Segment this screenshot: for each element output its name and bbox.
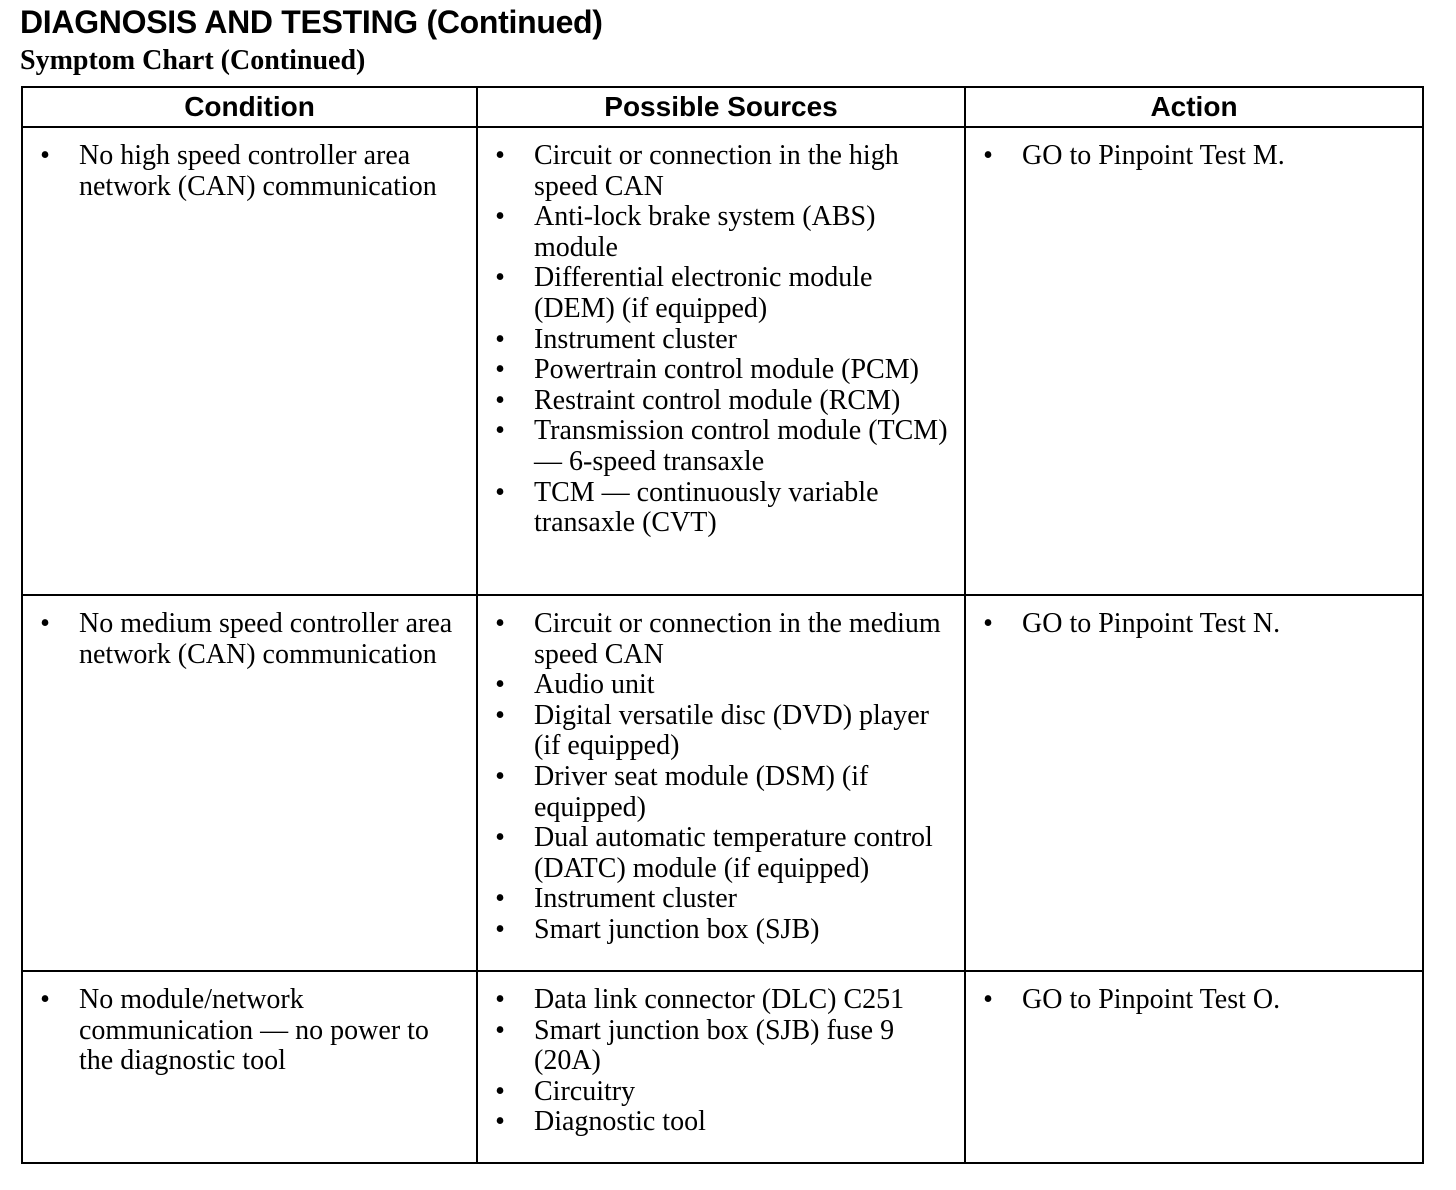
page-title: DIAGNOSIS AND TESTING (Continued) <box>20 4 603 40</box>
list-item <box>478 1107 952 1138</box>
condition-text: No module/network communication — no power to the diagnostic tool <box>79 984 429 1077</box>
condition-list <box>23 596 476 670</box>
list-item <box>478 325 952 356</box>
condition-cell <box>22 127 477 595</box>
condition-cell <box>22 595 477 971</box>
list-item <box>478 884 952 915</box>
bullet-icon: • <box>983 140 993 171</box>
table-row <box>22 595 1423 971</box>
bullet-icon: • <box>495 760 505 792</box>
source-text: Audio unit <box>534 669 655 701</box>
action-text: GO to Pinpoint Test O. <box>1022 984 1281 1015</box>
source-text: Digital versatile disc (DVD) player (if equipped) <box>534 699 929 762</box>
list-item <box>966 985 1410 1016</box>
list-item <box>23 609 464 670</box>
list-item <box>478 670 952 701</box>
list-item <box>966 141 1410 172</box>
source-text: Dual automatic temperature control (DATC) module (if equipped) <box>534 822 933 884</box>
list-item <box>478 386 952 417</box>
list-item <box>478 202 952 263</box>
bullet-icon: • <box>495 323 505 355</box>
bullet-icon: • <box>495 354 505 386</box>
table-row <box>22 127 1423 595</box>
bullet-icon: • <box>495 913 505 945</box>
condition-text: No medium speed controller area network (CAN) communication <box>79 608 453 670</box>
list-item <box>478 609 952 670</box>
source-text: Diagnostic tool <box>534 1106 706 1138</box>
table-row <box>22 971 1423 1163</box>
list-item <box>478 823 952 884</box>
column-header-possible-sources: Possible Sources <box>477 87 965 127</box>
source-text: Differential electronic module (DEM) (if equipped) <box>534 262 873 324</box>
source-text: Circuitry <box>534 1075 636 1107</box>
action-list <box>966 972 1422 1016</box>
bullet-icon: • <box>40 984 50 1015</box>
column-header-action: Action <box>965 87 1423 127</box>
bullet-icon: • <box>40 608 50 639</box>
list-item <box>478 141 952 202</box>
bullet-icon: • <box>495 822 505 854</box>
list-item <box>23 141 464 202</box>
bullet-icon: • <box>495 384 505 416</box>
bullet-icon: • <box>495 883 505 915</box>
bullet-icon: • <box>495 262 505 294</box>
action-list <box>966 596 1422 640</box>
list-item <box>478 762 952 823</box>
source-text: TCM — continuously variable transaxle (CVT) <box>534 476 879 539</box>
list-item <box>478 701 952 762</box>
bullet-icon: • <box>495 140 505 171</box>
list-item <box>23 985 464 1077</box>
possible-sources-cell <box>477 127 965 595</box>
bullet-icon: • <box>495 699 505 731</box>
action-cell <box>965 595 1423 971</box>
action-text: GO to Pinpoint Test M. <box>1022 140 1285 171</box>
sources-list <box>478 596 964 946</box>
possible-sources-cell <box>477 595 965 971</box>
condition-list <box>23 128 476 202</box>
bullet-icon: • <box>495 1014 505 1046</box>
list-item <box>478 355 952 386</box>
condition-cell <box>22 971 477 1163</box>
action-list <box>966 128 1422 172</box>
condition-list <box>23 972 476 1077</box>
bullet-icon: • <box>40 140 50 171</box>
source-text: Circuit or connection in the high speed CAN <box>534 140 899 202</box>
bullet-icon: • <box>495 608 505 639</box>
bullet-icon: • <box>495 476 505 508</box>
bullet-icon: • <box>495 984 505 1015</box>
bullet-icon: • <box>495 1075 505 1107</box>
list-item <box>478 1077 952 1108</box>
source-text: Circuit or connection in the medium speed CAN <box>534 608 941 670</box>
column-header-condition: Condition <box>22 87 477 127</box>
condition-text: No high speed controller area network (CAN) communication <box>79 140 437 202</box>
action-cell <box>965 127 1423 595</box>
source-text: Driver seat module (DSM) (if equipped) <box>534 760 869 823</box>
source-text: Smart junction box (SJB) <box>534 913 820 945</box>
source-text: Instrument cluster <box>534 883 737 915</box>
symptom-chart-table <box>21 86 1424 1164</box>
bullet-icon: • <box>495 415 505 447</box>
list-item <box>478 1016 952 1077</box>
action-text: GO to Pinpoint Test N. <box>1022 608 1281 639</box>
source-text: Powertrain control module (PCM) <box>534 354 919 386</box>
source-text: Transmission control module (TCM) — 6-speed transaxle <box>534 415 948 477</box>
bullet-icon: • <box>495 201 505 233</box>
bullet-icon: • <box>495 1106 505 1138</box>
bullet-icon: • <box>983 984 993 1015</box>
sources-list <box>478 972 964 1138</box>
list-item <box>478 915 952 946</box>
list-item <box>478 985 952 1016</box>
list-item <box>478 478 952 539</box>
source-text: Anti-lock brake system (ABS) module <box>534 201 876 263</box>
table-header-row <box>22 87 1423 127</box>
sources-list <box>478 128 964 539</box>
bullet-icon: • <box>983 608 993 639</box>
section-subtitle: Symptom Chart (Continued) <box>20 45 366 76</box>
bullet-icon: • <box>495 669 505 701</box>
source-text: Restraint control module (RCM) <box>534 384 901 416</box>
action-cell <box>965 971 1423 1163</box>
list-item <box>478 416 952 477</box>
source-text: Instrument cluster <box>534 323 737 355</box>
list-item <box>478 263 952 324</box>
source-text: Data link connector (DLC) C251 <box>534 984 905 1015</box>
possible-sources-cell <box>477 971 965 1163</box>
list-item <box>966 609 1410 640</box>
source-text: Smart junction box (SJB) fuse 9 (20A) <box>534 1014 895 1077</box>
